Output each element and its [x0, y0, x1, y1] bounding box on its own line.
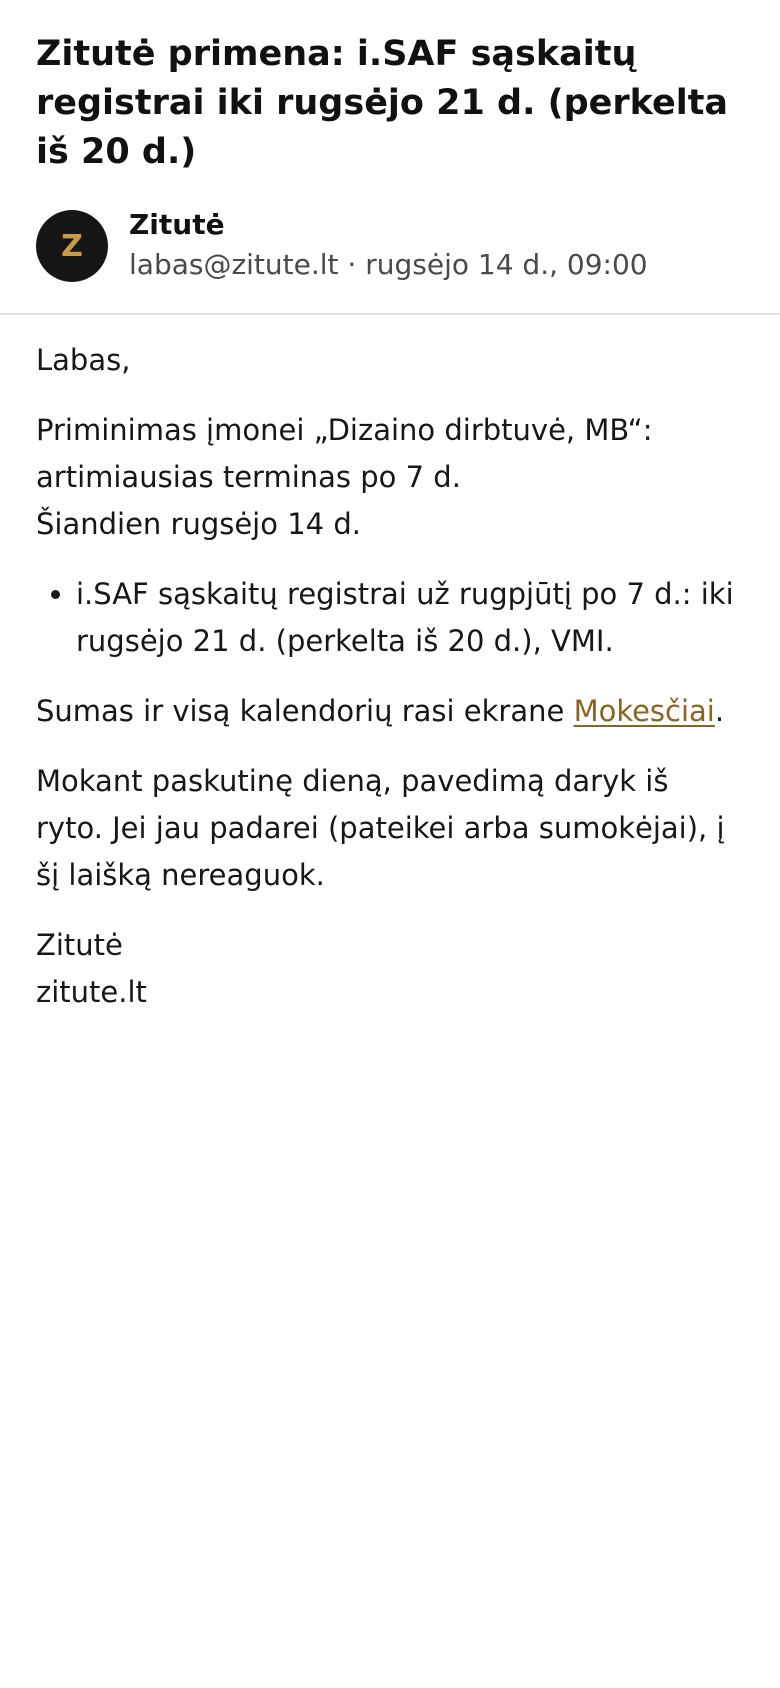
- greeting: Labas,: [36, 343, 131, 377]
- sent-datetime: rugsėjo 14 d., 09:00: [365, 248, 648, 281]
- today-date-line: Šiandien rugsėjo 14 d.: [36, 507, 361, 541]
- signature-site: zitute.lt: [36, 975, 147, 1009]
- email-header: [0, 0, 780, 315]
- sender-name[interactable]: Zitutė: [129, 208, 225, 241]
- sender-row: [36, 207, 744, 285]
- reminder-line: Priminimas įmonei „Dizaino dirbtuvė, MB“: artimiausias terminas po 7 d.: [36, 413, 653, 494]
- deadline-list: [36, 571, 744, 665]
- taxes-link[interactable]: Mokesčiai: [573, 694, 715, 728]
- avatar[interactable]: Z: [36, 210, 108, 282]
- sender-info: [129, 207, 648, 285]
- deadline-item: • i.SAF sąskaitų registrai už rugpjūtį po 7 d.: iki rugsėjo 21 d. (perkelta iš 20 d.), VMI.: [76, 571, 744, 665]
- sender-meta: [129, 245, 648, 285]
- email-subject: Zitutė primena: i.SAF sąskaitų registrai iki rugsėjo 21 d. (perkelta iš 20 d.): [36, 34, 729, 172]
- sender-email[interactable]: labas@zitute.lt: [129, 248, 339, 281]
- signature-name: Zitutė: [36, 928, 123, 962]
- reminder-paragraph: [36, 407, 744, 548]
- advice-paragraph: Mokant paskutinę dieną, pavedimą daryk iš ryto. Jei jau padarei (pateikei arba sumokėjai), į šį laišką nereaguok.: [36, 764, 725, 892]
- calendar-period: .: [714, 694, 725, 728]
- calendar-paragraph: [36, 688, 744, 735]
- calendar-text: Sumas ir visą kalendorių rasi ekrane: [36, 694, 574, 728]
- meta-separator: ·: [338, 248, 366, 281]
- signature: [36, 922, 744, 1016]
- email-body: [0, 315, 780, 1016]
